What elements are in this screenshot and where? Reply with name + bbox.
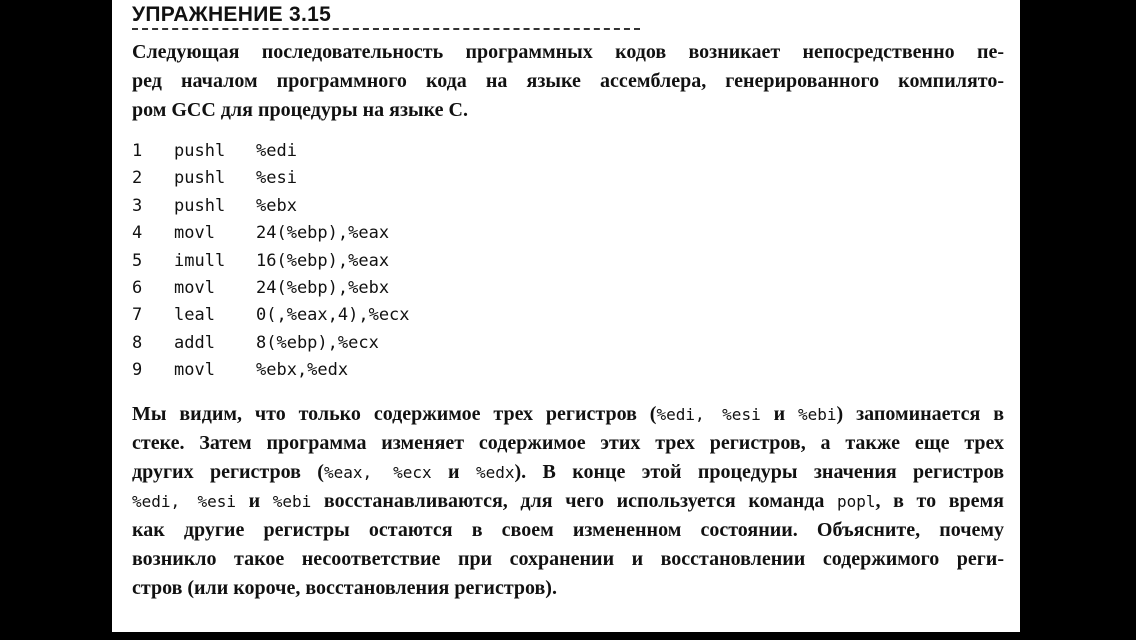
text-segment [705, 405, 723, 424]
intro-paragraph [132, 38, 1004, 125]
code-line-number: 9 [132, 360, 143, 381]
register-name: %eax, [323, 463, 373, 482]
code-line [132, 138, 410, 165]
code-instruction: leal [174, 305, 215, 326]
code-instruction: pushl [174, 168, 226, 189]
text-segment: и [235, 490, 273, 512]
code-operands: %ebx [256, 195, 297, 216]
outro-line-5: как другие регистры остаются в своем измененном состоянии. Объясните, почему [132, 519, 1004, 541]
code-line [132, 193, 410, 220]
code-line [132, 357, 410, 384]
code-operands: 0(,%eax,4),%ecx [256, 305, 410, 326]
text-segment: восстанавливаются, для чего используется команда [311, 490, 837, 512]
code-line [132, 330, 410, 357]
code-line-number: 7 [132, 305, 143, 326]
register-name: %ebi [798, 405, 837, 424]
code-operands: %edi [256, 141, 297, 161]
code-line [132, 248, 410, 275]
code-operands: 16(%ebp),%eax [256, 250, 390, 271]
code-line [132, 165, 410, 192]
register-name: %edx [475, 463, 515, 482]
outro-line-3 [132, 458, 1004, 487]
text-segment: ). В конце этой процедуры значения регистров [514, 461, 1005, 483]
heading-dashed-rule [132, 28, 640, 30]
code-line [132, 302, 410, 329]
outro-line-2: стеке. Затем программа изменяет содержимое этих трех регистров, а также еще трех [132, 432, 1004, 454]
textbook-page [112, 0, 1020, 632]
outro-line-4 [132, 487, 1004, 516]
outro-line-6: возникло такое несоответствие при сохранении и восстановлении содержимого реги- [132, 548, 1004, 570]
code-line-number: 5 [132, 250, 143, 271]
outro-line-7: стров (или короче, восстановления регистров). [132, 577, 557, 599]
text-segment: и [760, 403, 798, 425]
register-name: %ebi [272, 492, 312, 511]
code-instruction: addl [174, 332, 215, 353]
register-name: %edi, [656, 405, 705, 424]
text-segment: Мы видим, что только содержимое трех регистров ( [132, 403, 657, 425]
code-line [132, 275, 410, 302]
code-line [132, 220, 410, 247]
code-operands: 24(%ebp),%ebx [256, 278, 390, 299]
text-segment [372, 463, 393, 482]
intro-line-1: Следующая последовательность программных кодов возникает непосредственно пе- [132, 41, 1004, 63]
code-line-number: 4 [132, 223, 143, 244]
code-instruction: pushl [174, 195, 226, 216]
intro-line-2: ред началом программного кода на языке ассемблера, генерированного компилято- [132, 70, 1004, 92]
register-name: %esi [722, 405, 761, 424]
code-operands: %esi [256, 168, 297, 189]
explanation-paragraph [132, 400, 1004, 603]
code-instruction: imull [174, 250, 226, 271]
code-instruction: pushl [174, 141, 226, 161]
code-instruction: movl [174, 360, 215, 381]
instruction-name: popl [836, 492, 876, 511]
code-instruction: movl [174, 278, 215, 299]
text-segment: и [431, 461, 476, 483]
text-segment: ) запоминается в [836, 403, 1004, 425]
code-line-number: 1 [132, 141, 143, 161]
code-line-number: 2 [132, 168, 143, 189]
register-name: %esi [197, 492, 236, 511]
code-operands: 24(%ebp),%eax [256, 223, 390, 244]
register-name: %edi, [132, 492, 181, 511]
assembly-code-listing [132, 138, 410, 385]
code-line-number: 6 [132, 278, 143, 299]
register-name: %ecx [393, 463, 432, 482]
exercise-heading: УПРАЖНЕНИЕ 3.15 [132, 3, 332, 26]
code-operands: 8(%ebp),%ecx [256, 332, 379, 353]
text-segment: других регистров ( [132, 461, 324, 483]
code-instruction: movl [174, 223, 215, 244]
text-segment [180, 492, 197, 511]
code-operands: %ebx,%edx [256, 360, 349, 381]
code-line-number: 8 [132, 332, 143, 353]
outro-line-1 [132, 400, 1004, 429]
code-line-number: 3 [132, 195, 143, 216]
text-segment: , в то время [875, 490, 1004, 512]
intro-line-3: ром GCC для процедуры на языке С. [132, 99, 468, 121]
